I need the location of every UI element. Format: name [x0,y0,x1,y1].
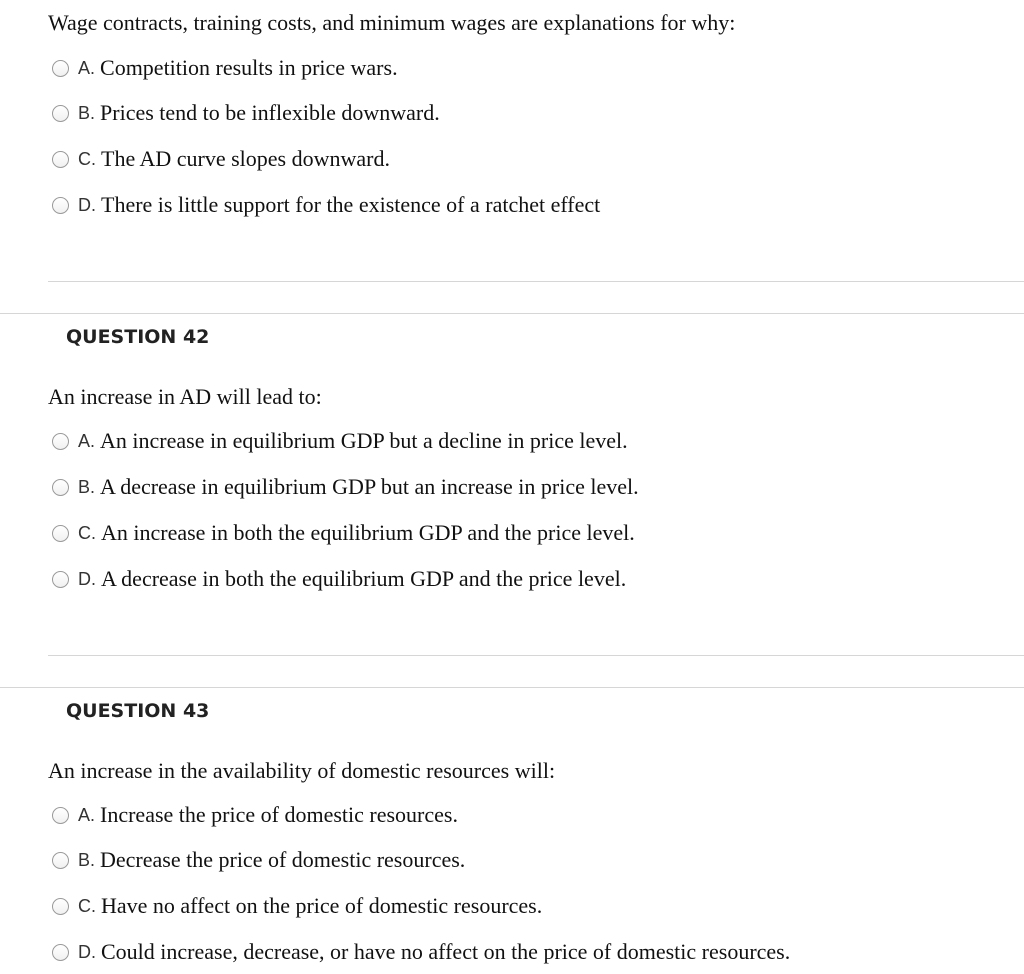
option-letter: A. [78,57,96,78]
option-text: Increase the price of domestic resources. [100,802,458,827]
option-text: A decrease in both the equilibrium GDP and the price level. [101,566,627,591]
option-letter: D. [78,194,96,215]
radio-button[interactable] [52,105,69,122]
option-letter: B. [78,849,96,870]
option-d[interactable] [52,565,626,593]
question-heading: QUESTION 42 [66,326,210,348]
radio-button[interactable] [52,60,69,77]
radio-button[interactable] [52,525,69,542]
radio-button[interactable] [52,197,69,214]
option-d[interactable] [52,191,600,219]
question-heading: QUESTION 43 [66,700,210,722]
option-letter: C. [78,148,96,169]
option-b[interactable] [52,846,465,874]
option-letter: B. [78,102,96,123]
option-letter: C. [78,895,96,916]
option-a[interactable] [52,801,458,829]
option-text: There is little support for the existence of a ratchet effect [101,192,601,217]
divider [48,281,1024,282]
option-text: Prices tend to be inflexible downward. [100,100,440,125]
radio-button[interactable] [52,898,69,915]
radio-button[interactable] [52,479,69,496]
option-letter: A. [78,804,96,825]
divider [0,313,1024,314]
option-letter: C. [78,522,96,543]
option-c[interactable] [52,519,635,547]
radio-button[interactable] [52,852,69,869]
radio-button[interactable] [52,944,69,961]
option-text: The AD curve slopes downward. [101,146,390,171]
option-a[interactable] [52,54,398,82]
option-letter: A. [78,430,96,451]
option-text: An increase in equilibrium GDP but a decline in price level. [100,428,628,453]
option-b[interactable] [52,473,639,501]
option-c[interactable] [52,145,390,173]
option-letter: B. [78,476,96,497]
question-text: Wage contracts, training costs, and minimum wages are explanations for why: [48,10,736,35]
question-text: An increase in the availability of domestic resources will: [48,758,556,783]
option-c[interactable] [52,892,542,920]
divider [48,655,1024,656]
divider [0,687,1024,688]
option-text: Competition results in price wars. [100,55,398,80]
option-d[interactable] [52,938,790,966]
radio-button[interactable] [52,807,69,824]
radio-button[interactable] [52,571,69,588]
option-text: Have no affect on the price of domestic resources. [101,893,543,918]
option-text: Decrease the price of domestic resources. [100,847,466,872]
option-b[interactable] [52,99,440,127]
option-letter: D. [78,568,96,589]
question-text: An increase in AD will lead to: [48,384,322,409]
option-text: A decrease in equilibrium GDP but an increase in price level. [100,474,639,499]
radio-button[interactable] [52,433,69,450]
option-text: An increase in both the equilibrium GDP and the price level. [101,520,635,545]
radio-button[interactable] [52,151,69,168]
option-text: Could increase, decrease, or have no affect on the price of domestic resources. [101,939,791,964]
option-a[interactable] [52,427,628,455]
option-letter: D. [78,941,96,962]
